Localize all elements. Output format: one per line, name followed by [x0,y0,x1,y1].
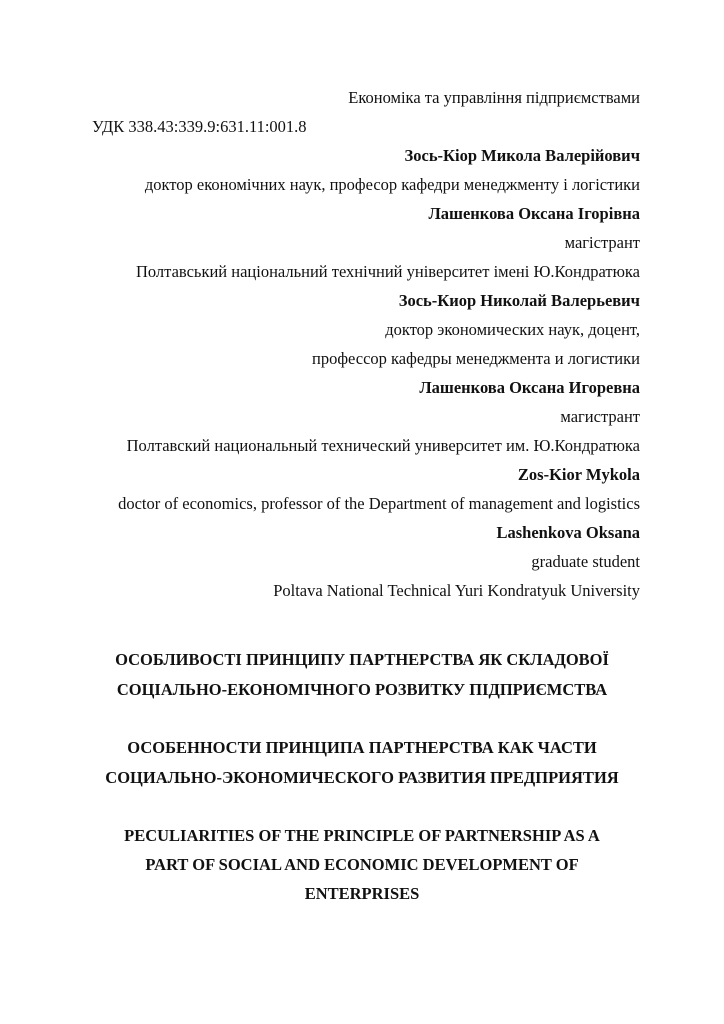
author-position-en-2: graduate student [531,552,640,571]
affiliation-uk: Полтавський національний технічний університет імені Ю.Кондратюка [135,262,640,281]
journal-section: Економіка та управління підприємствами [348,88,640,107]
title-ru-line2: СОЦИАЛЬНО-ЭКОНОМИЧЕСКОГО РАЗВИТИЯ ПРЕДПРИЯТИЯ [105,768,619,787]
title-ru-line1: ОСОБЕННОСТИ ПРИНЦИПА ПАРТНЕРСТВА КАК ЧАСТИ [127,738,597,757]
title-en-line3: ENTERPRISES [304,884,420,903]
author-name-ru-1: Зось-Киор Николай Валерьевич [398,291,640,310]
affiliation-ru: Полтавский национальный технический университет им. Ю.Кондратюка [126,436,640,455]
udk-code: УДК 338.43:339.9:631.11:001.8 [92,117,307,136]
title-en-line2: PART OF SOCIAL AND ECONOMIC DEVELOPMENT OF [145,855,579,874]
author-position-uk-1: доктор економічних наук, професор кафедри менеджменту і логістики [144,175,640,194]
author-position-ru-1-line1: доктор экономических наук, доцент, [385,320,640,339]
author-position-ru-2: магистрант [560,407,640,426]
author-name-ru-2: Лашенкова Оксана Игоревна [419,378,640,397]
title-en-line1: PECULIARITIES OF THE PRINCIPLE OF PARTNERSHIP AS A [124,826,600,845]
author-name-uk-2: Лашенкова Оксана Ігорівна [428,204,640,223]
author-position-uk-2: магістрант [564,233,640,252]
author-position-ru-1-line2: профессор кафедры менеджмента и логистики [312,349,640,368]
author-name-uk-1: Зось-Кіор Микола Валерійович [404,146,640,165]
affiliation-en: Poltava National Technical Yuri Kondratyuk University [273,581,640,600]
author-position-en-1: doctor of economics, professor of the Department of management and logistics [118,494,640,513]
author-name-en-2: Lashenkova Oksana [496,523,640,542]
title-uk-line1: ОСОБЛИВОСТІ ПРИНЦИПУ ПАРТНЕРСТВА ЯК СКЛАДОВОЇ [115,650,609,669]
author-name-en-1: Zos-Kior Mykola [517,465,640,484]
title-uk-line2: СОЦІАЛЬНО-ЕКОНОМІЧНОГО РОЗВИТКУ ПІДПРИЄМСТВА [116,680,608,699]
